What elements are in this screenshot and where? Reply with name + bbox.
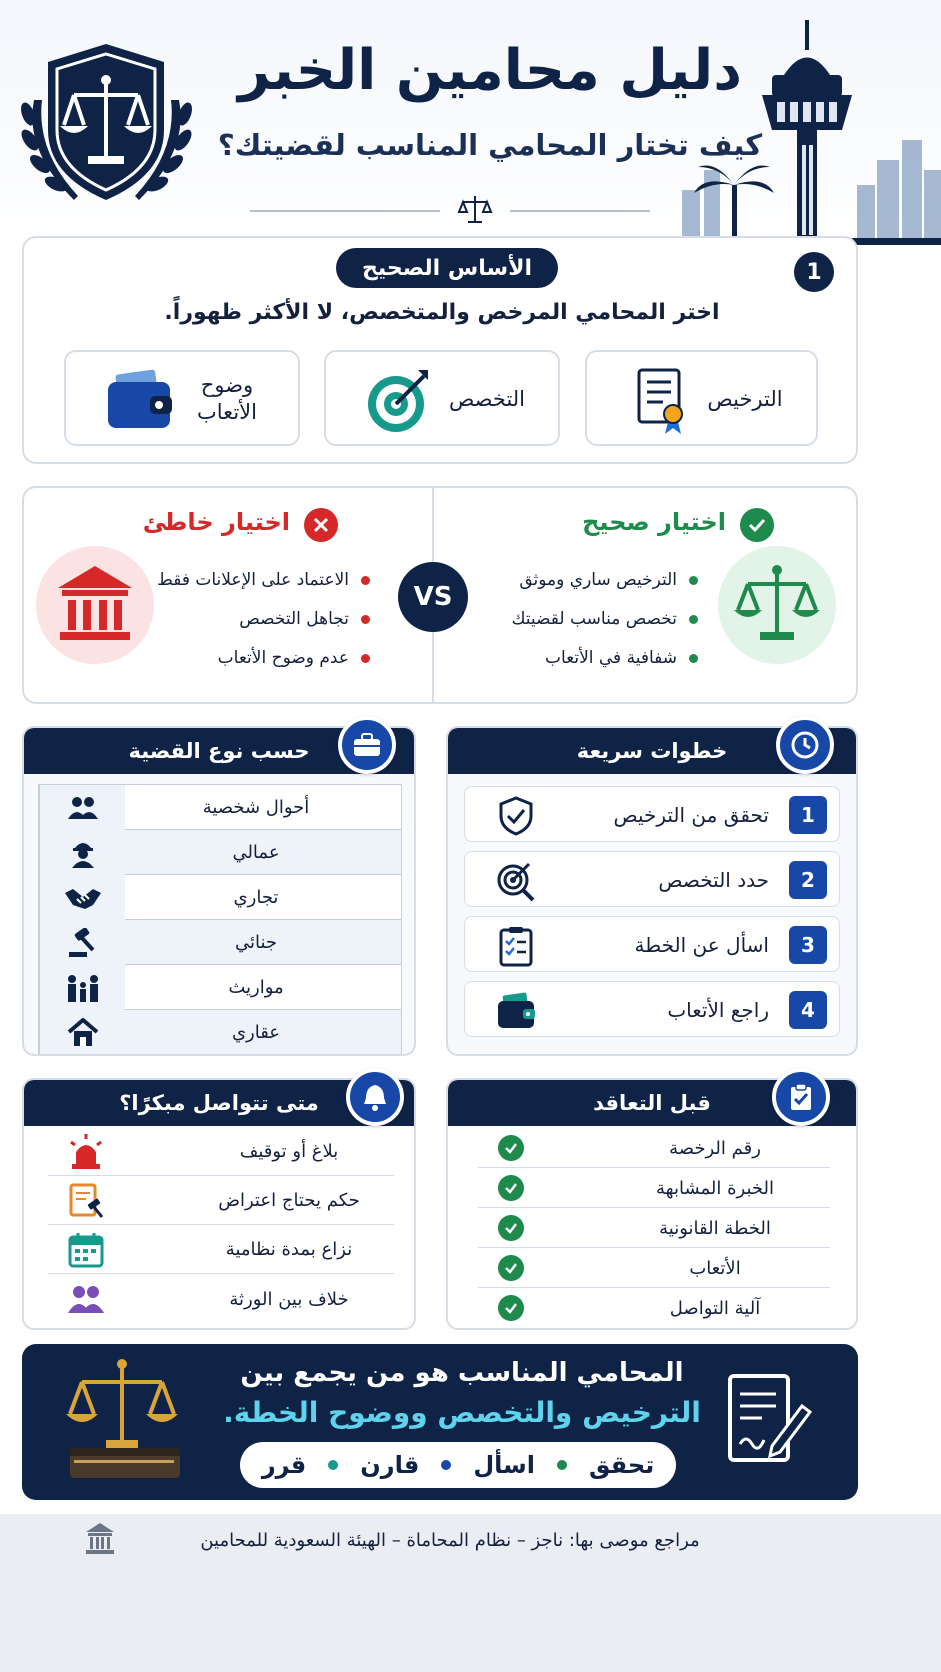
correct-choice-heading [582, 508, 726, 536]
table-row: عقاري [39, 1010, 401, 1055]
wrong-item: عدم وضوح الأتعاب [218, 648, 370, 668]
feature-label: التخصص [448, 387, 526, 411]
early-contact-header: متى تتواصل مبكرًا؟ [24, 1080, 414, 1126]
check-icon [498, 1135, 524, 1161]
step-word: اسأل [473, 1451, 535, 1479]
wrong-choice-title: اختيار خاطئ [142, 508, 290, 536]
divider-left [250, 210, 440, 212]
list-item: بلاغ أو توقيف [48, 1128, 394, 1176]
wallet-icon [104, 368, 176, 434]
group-icon [66, 1279, 106, 1319]
section-number-badge: 1 [794, 252, 834, 292]
quick-steps-header: خطوات سريعة [448, 728, 856, 774]
worker-icon [39, 830, 125, 875]
correct-item: الترخيص ساري وموثق [519, 570, 698, 590]
gavel-icon [39, 920, 125, 965]
step-item: 2 حدد التخصص [464, 851, 840, 907]
list-item: خلاف بين الورثة [48, 1275, 394, 1323]
banner-line2: الترخيص والتخصص ووضوح الخطة. [223, 1396, 701, 1429]
step-item: 3 اسأل عن الخطة [464, 916, 840, 972]
case-type-table [38, 784, 402, 1056]
clipboard-check-icon [772, 1068, 830, 1126]
courthouse-icon [36, 546, 154, 664]
correct-item: تخصص مناسب لقضيتك [511, 609, 698, 629]
briefcase-icon [338, 716, 396, 774]
family-icon [39, 965, 125, 1010]
gold-scales-book-icon [58, 1356, 188, 1496]
step-item: 1 تحقق من الترخيص [464, 786, 840, 842]
step-word: قرر [261, 1451, 307, 1479]
list-item: الأتعاب [478, 1248, 830, 1288]
calendar-icon [66, 1230, 106, 1270]
step-word: تحقق [588, 1451, 655, 1479]
check-icon [498, 1215, 524, 1241]
quick-steps-panel [446, 726, 858, 1056]
feature-specialty [324, 350, 560, 446]
compare-card [22, 486, 858, 704]
document-gavel-icon [66, 1181, 106, 1221]
wrong-choice-heading [143, 508, 290, 536]
step-word: قارن [360, 1451, 420, 1479]
check-icon [498, 1175, 524, 1201]
header [0, 0, 941, 250]
target-icon [362, 364, 434, 436]
table-row: أحوال شخصية [39, 785, 401, 830]
table-row: جنائي [39, 920, 401, 965]
case-type-header: حسب نوع القضية [24, 728, 414, 774]
house-icon [39, 1010, 125, 1055]
bell-icon [346, 1068, 404, 1126]
page-title: دليل محامين الخبر [238, 38, 742, 103]
correct-item: شفافية في الأتعاب [545, 648, 698, 668]
check-icon [498, 1255, 524, 1281]
table-row: مواريث [39, 965, 401, 1010]
wrong-item: تجاهل التخصص [239, 609, 370, 629]
correct-choice-title: اختيار صحيح [582, 508, 726, 536]
feature-label: الترخيص [707, 387, 783, 411]
banner-line1: المحامي المناسب هو من يجمع بين [240, 1358, 684, 1388]
check-circle-icon [740, 508, 774, 542]
certificate-icon [633, 366, 693, 436]
foundation-text: اختر المحامي المرخص والمتخصص، لا الأكثر ظهوراً. [164, 300, 720, 325]
list-item: آلية التواصل [478, 1288, 830, 1328]
separator-dot [328, 1460, 338, 1470]
shield-check-icon [495, 795, 537, 837]
decision-steps-pill [240, 1442, 676, 1488]
table-row: عمالي [39, 830, 401, 875]
feature-fees [64, 350, 300, 446]
small-scales-icon [455, 190, 495, 230]
before-contract-header: قبل التعاقد [448, 1080, 856, 1126]
feature-label: وضوح الأتعاب [197, 373, 257, 425]
khobar-tower-icon [672, 20, 941, 245]
clock-icon [776, 716, 834, 774]
list-item: الخبرة المشابهة [478, 1168, 830, 1208]
summary-banner [22, 1344, 858, 1500]
vs-badge: VS [398, 562, 468, 632]
justice-emblem-icon [14, 40, 199, 210]
footer [0, 1514, 941, 1672]
wrong-item: الاعتماد على الإعلانات فقط [157, 570, 370, 590]
people-icon [39, 785, 125, 830]
step-item: 4 راجع الأتعاب [464, 981, 840, 1037]
list-item: نزاع بمدة نظامية [48, 1226, 394, 1274]
case-type-panel [22, 726, 416, 1056]
x-circle-icon [304, 508, 338, 542]
divider-right [510, 210, 650, 212]
separator-dot [441, 1460, 451, 1470]
page-subtitle: كيف تختار المحامي المناسب لقضيتك؟ [217, 128, 763, 162]
document-pen-icon [722, 1370, 812, 1470]
references-text: مراجع موصى بها: ناجز – نظام المحاماة – الهيئة السعودية للمحامين [200, 1530, 700, 1551]
foundation-card [22, 236, 858, 464]
checklist-icon [495, 925, 537, 967]
list-item: الخطة القانونية [478, 1208, 830, 1248]
green-scales-icon [718, 546, 836, 664]
courthouse-icon [82, 1520, 118, 1556]
wallet-icon [495, 990, 537, 1032]
list-item: حكم يحتاج اعتراض [48, 1177, 394, 1225]
siren-icon [66, 1132, 106, 1172]
check-icon [498, 1295, 524, 1321]
foundation-pill: الأساس الصحيح [336, 248, 558, 288]
feature-license [585, 350, 818, 446]
target-search-icon [495, 860, 537, 902]
handshake-icon [39, 875, 125, 920]
table-row: تجاري [39, 875, 401, 920]
separator-dot [557, 1460, 567, 1470]
list-item: رقم الرخصة [478, 1128, 830, 1168]
